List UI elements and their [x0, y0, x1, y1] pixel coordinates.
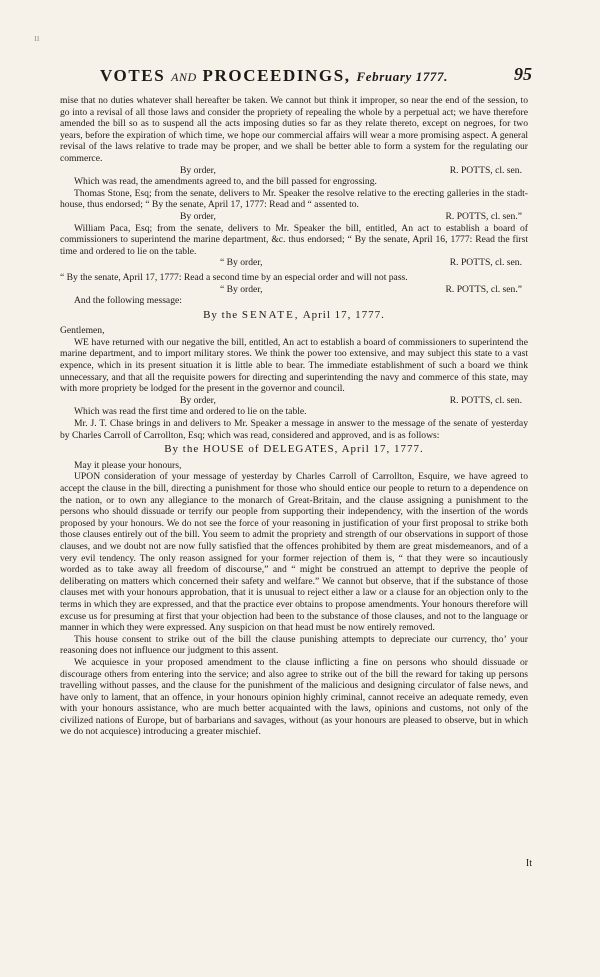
paragraph-7: WE have returned with our negative the bill, entitled, An act to establish a board of commissioners to superintend the marine department, and to import military stores. We think the power too extensive, and may subject this state to a vast expence, which in its present situation it is little able to bear. The immediate establishment of such a board we think unnecessary, and that all the requisite powers for directing and superintending the navy and commerce of this state, may with more propriety be lodged for the present in the governor and council.	[60, 336, 528, 395]
signature-1	[60, 165, 528, 177]
page-number: 95	[514, 64, 532, 84]
house-heading-body: HOUSE of DELEGATES,	[202, 443, 339, 456]
senate-heading-body: SENATE,	[241, 308, 300, 321]
signature-clerk: R. POTTS, cl. sen.”	[445, 283, 522, 295]
senate-heading-date: April 17, 1777.	[302, 308, 385, 321]
paragraph-11: This house consent to strike out of the bill the clause punishing attempts to depreciate our currency, tho’ your reasoning does not influence our judgment to this assent.	[60, 633, 528, 657]
signature-clerk: R. POTTS, cl. sen.	[449, 257, 522, 269]
signature-by-order: By order,	[180, 164, 216, 176]
signature-clerk: R. POTTS, cl. sen.	[449, 164, 522, 176]
paragraph-5: “ By the senate, April 17, 1777: Read a second time by an especial order and will not pass.	[60, 271, 408, 283]
signature-by-order: “ By order,	[220, 283, 263, 295]
title-proceedings: PROCEEDINGS,	[202, 66, 351, 85]
signature-by-order: By order,	[180, 210, 216, 222]
title-votes: VOTES	[100, 66, 166, 85]
salutation-gentlemen: Gentlemen,	[60, 325, 105, 337]
paragraph-9: Mr. J. T. Chase brings in and delivers to Mr. Speaker a message in answer to the message of the senate of yesterday by Charles Carroll of Carrollton, Esq; which was read, considered and approved, and is as follows:	[60, 418, 528, 441]
paragraph-8: Which was read the first time and ordered to lie on the table.	[74, 406, 307, 418]
senate-heading-pre: By the	[203, 308, 239, 321]
signature-3	[60, 211, 528, 223]
signature-clerk: R. POTTS, cl. sen.	[449, 394, 522, 406]
signature-4	[60, 257, 528, 269]
paragraph-3: Thomas Stone, Esq; from the senate, delivers to Mr. Speaker the resolve relative to the erecting galleries in the stadt-house, thus endorsed; “ By the senate, April 17, 1777: Read and “ assented to.	[60, 187, 528, 211]
house-heading-pre: By the	[164, 443, 200, 456]
title-and: AND	[171, 70, 197, 84]
paragraph-2: Which was read, the amendments agreed to, and the bill passed for engrossing.	[74, 176, 377, 188]
catchword: It	[525, 858, 532, 869]
margin-mark: ıı	[34, 33, 40, 44]
paragraph-12: We acquiesce in your proposed amendment to the clause inflicting a fine on persons who should dissuade or discourage others from entering into the service; and also agree to strike out of the bill the reward for taking up persons travelling without passes, and the clause for the punishment of the malicious and designing circulator of false news, and have only to lament, that an offence, in your honours opinion highly criminal, cannot receive an adequate remedy, even with your honours assistance, who are much better acquainted with the laws, opinions and customs, not only of the civilized nations of Europe, but of barbarians and savages, without (as your honours are pleased to observe, but in which we do not acquiesce) introducing a greater mischief.	[60, 656, 528, 738]
house-heading-date: April 17, 1777.	[341, 443, 424, 456]
paragraph-4: William Paca, Esq; from the senate, delivers to Mr. Speaker the bill, entitled, An act to establish a board of commissioners to superintend the marine department, &c. thus endorsed; “ By the senate, April 16, 1777: Read the first time and ordered to lie on the table.	[60, 222, 528, 257]
title-date: February 1777.	[356, 69, 448, 84]
signature-5	[60, 284, 528, 296]
house-heading	[60, 444, 528, 456]
signature-clerk: R. POTTS, cl. sen.”	[445, 210, 522, 222]
running-title	[100, 66, 448, 86]
document-body	[60, 95, 528, 738]
signature-by-order: “ By order,	[220, 257, 263, 269]
senate-heading	[60, 310, 528, 322]
paragraph-10: UPON consideration of your message of yesterday by Charles Carroll of Carrollton, Esquire, we have agreed to accept the clause in the bill, directing a punishment for those who should entice our people to return to a dependence on the nation, or to own any allegiance to the monarch of Great-Britain, and the clause assigning a punishment to the persons who should dissuade or terrify our people from supporting their independency, with the insertion of the words proposed by your honours. We do not see the force of your reasoning in justification of your first proposal to strike both those clauses entirely out of the bill. You seem to admit the propriety and strength of our observations in support of those clauses, and we doubt not are now fully satisfied that the offences prohibited by them are great misdemeanors, and of a very evil tendency. The only reason assigned for your former rejection of them is, “ that they were so incautiously worded as to take away all freedom of discourse,” and “ might be construed an attempt to deprive the people of deliberating on matters which concerned their safety and welfare.” We cannot but observe, that if the substance of those clauses met with your honours approbation, that it is unusual to reject either a law or a clause for an objection only to the terms in which they are expressed, and that the practice ever obtains to propose amendments. Your honours therefore will excuse us for presuming at first that your objection had been to the substance of those clauses, and not to the language or manner in which they were expressed. Any suspicion on that head must be now entirely removed.	[60, 471, 528, 634]
signature-7	[60, 395, 528, 407]
paragraph-6: And the following message:	[74, 295, 182, 307]
signature-by-order: By order,	[180, 394, 216, 406]
page-header	[0, 66, 600, 90]
paragraph-1: mise that no duties whatever shall hereafter be taken. We cannot but think it improper, so near the end of the session, to go into a revisal of all those laws and consider the propriety of repealing the whole by a perpetual act; we have therefore amended the bill so as to suspend all the acts imposing duties so far as they relate thereto, except on negroes, for two years, before the expiration of which time, we hope our commercial affairs will wear a more promising aspect. A general revisal of the laws relative to trade may be proper, and we shall be better able to form a system for the regulating our commerce.	[60, 95, 528, 164]
salutation-honours: May it please your honours,	[74, 459, 182, 471]
